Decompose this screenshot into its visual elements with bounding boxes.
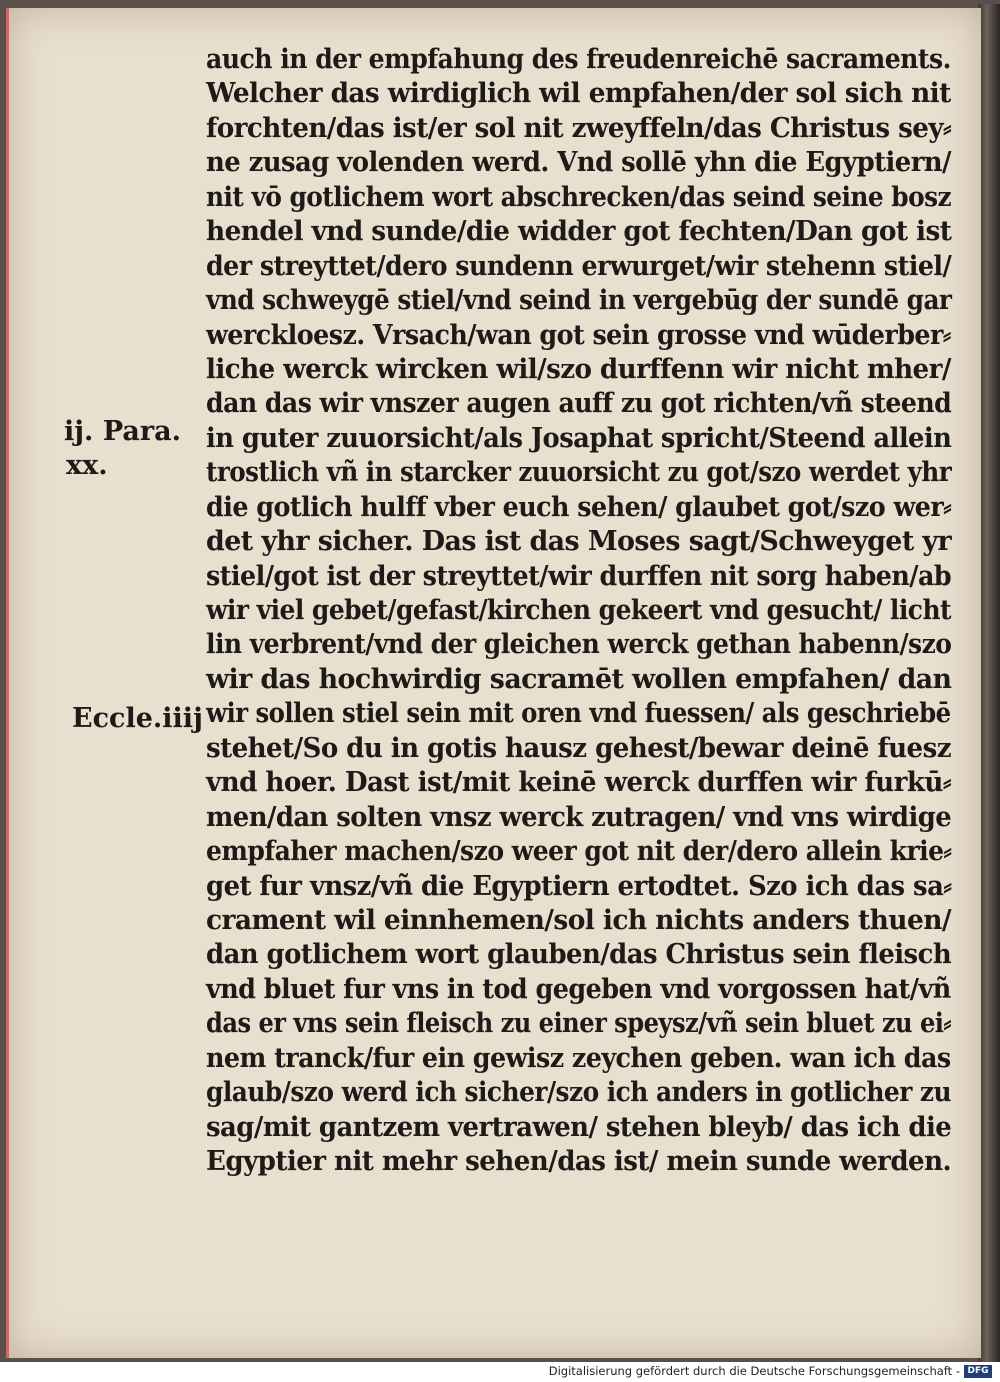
- text-line: sag/mit gantzem vertrawen/ stehen bleyb/ das ich die: [206, 1110, 952, 1143]
- text-line: stehet/So du in gotis hausz gehest/bewar deinē fuesz: [206, 731, 951, 764]
- margin-note-chapter: xx.: [66, 450, 108, 481]
- text-line: Egyptier nit mehr sehen/das ist/ mein sunde werden.: [206, 1145, 952, 1177]
- footer-bar: [0, 1362, 1000, 1382]
- text-line: dan das wir vnszer augen auff zu got richten/vñ steend: [206, 387, 952, 420]
- text-line: empfaher machen/szo weer got nit der/dero allein krie⸗: [206, 835, 952, 868]
- text-line: hendel vnd sunde/die widder got fechten/Dan got ist: [206, 215, 952, 248]
- digitization-credit: Digitalisierung gefördert durch die Deutsche Forschungsgemeinschaft -: [548, 1364, 960, 1378]
- text-line: in guter zuuorsicht/als Josaphat spricht/Steend allein: [206, 421, 952, 454]
- text-line: dan gotlichem wort glauben/das Christus sein fleisch: [206, 938, 952, 971]
- body-text-block: [206, 42, 951, 1178]
- text-line: werckloesz. Vrsach/wan got sein grosse vnd wūderber⸗: [206, 318, 951, 351]
- margin-note-paralipomenon: ij. Para.: [64, 416, 182, 447]
- text-line: nit vō gotlichem wort abschrecken/das seind seine bosz: [206, 180, 952, 213]
- text-line: auch in der empfahung des freudenreichē sacraments.: [206, 43, 951, 75]
- text-line: der streyttet/dero sundenn erwurget/wir stehenn stiel/: [206, 249, 952, 282]
- text-line: vnd schweygē stiel/vnd seind in vergebūg der sundē gar: [206, 284, 952, 317]
- text-line: nem tranck/fur ein gewisz zeychen geben. wan ich das: [206, 1041, 951, 1074]
- text-line: trostlich vñ in starcker zuuorsicht zu got/szo werdet yhr: [206, 456, 952, 489]
- margin-note-ecclesiastes: Eccle.iiij: [72, 703, 203, 734]
- text-line: das er vns sein fleisch zu einer speysz/vñ sein bluet zu ei⸗: [206, 1007, 951, 1040]
- text-line: crament wil einnhemen/sol ich nichts anders thuen/: [206, 903, 951, 936]
- text-line: liche werck wircken wil/szo durffenn wir nicht mher/: [206, 352, 951, 385]
- text-line: get fur vnsz/vñ die Egyptiern ertodtet. Szo ich das sa⸗: [206, 869, 952, 902]
- text-line: vnd hoer. Dast ist/mit keinē werck durffen wir furkū⸗: [206, 766, 952, 799]
- text-line: forchten/das ist/er sol nit zweyffeln/das Christus sey⸗: [206, 111, 952, 144]
- text-line: wir viel gebet/gefast/kirchen gekeert vnd gesucht/ licht: [206, 594, 952, 626]
- text-line: die gotlich hulff vber euch sehen/ glaubet got/szo wer⸗: [206, 490, 952, 523]
- text-line: glaub/szo werd ich sicher/szo ich anders in gotlicher zu: [206, 1076, 952, 1109]
- page-edge-shadow: [978, 4, 1000, 1362]
- text-line: Welcher das wirdiglich wil empfahen/der sol sich nit: [206, 77, 951, 110]
- text-line: ne zusag volenden werd. Vnd sollē yhn die Egyptiern/: [206, 146, 951, 179]
- text-line: vnd bluet fur vns in tod gegeben vnd vorgossen hat/vñ: [206, 972, 951, 1005]
- text-line: stiel/got ist der streyttet/wir durffen nit sorg haben/ab: [206, 559, 952, 592]
- text-line: wir das hochwirdig sacramēt wollen empfahen/ dan: [206, 662, 952, 695]
- text-line: lin verbrent/vnd der gleichen werck gethan habenn/szo: [206, 628, 952, 661]
- text-line: det yhr sicher. Das ist das Moses sagt/Schweyget yr: [206, 525, 952, 558]
- text-line: wir sollen stiel sein mit oren vnd fuessen/ als geschriebē: [206, 697, 951, 730]
- text-line: men/dan solten vnsz werck zutragen/ vnd vns wirdige: [206, 800, 952, 833]
- dfg-logo: DFG: [964, 1365, 992, 1378]
